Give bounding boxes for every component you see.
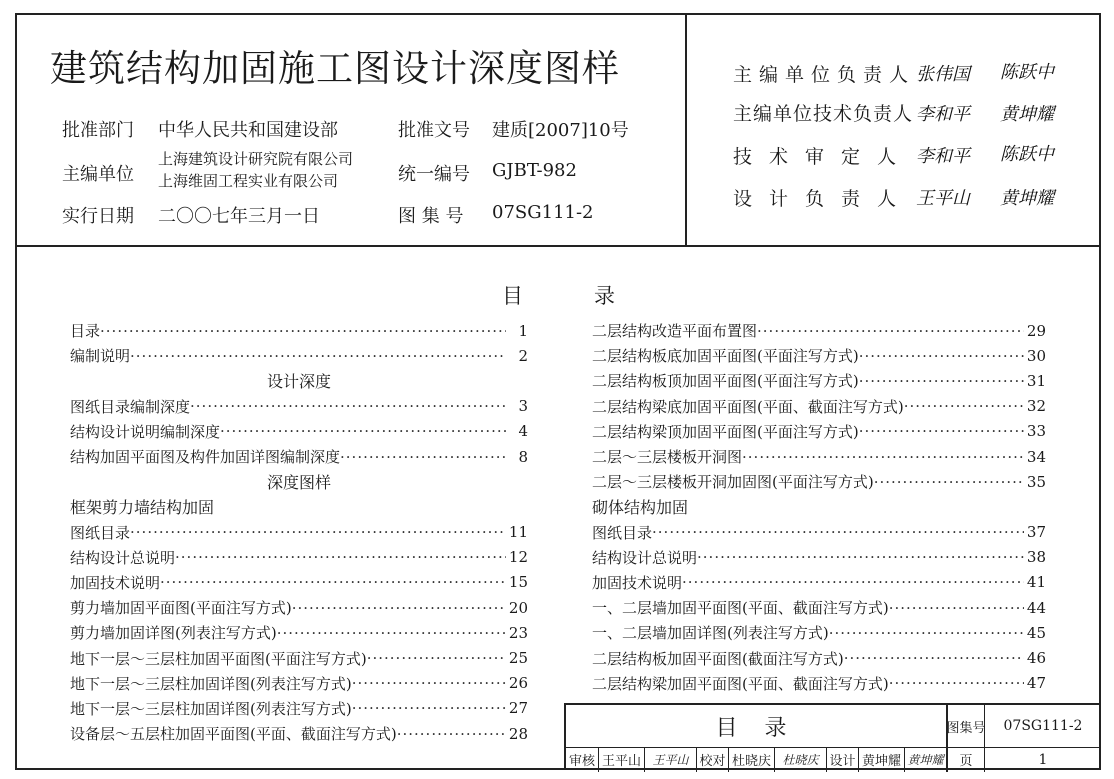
toc-item-title: 结构加固平面图及构件加固详图编制深度 (70, 448, 341, 467)
toc-right-column (592, 318, 1046, 696)
toc-section-heading (70, 494, 528, 519)
title-block-atlas-label: 图集号 (946, 705, 984, 747)
doc-label: 批准文号 (398, 120, 470, 141)
toc-item-title: 图纸目录编制深度 (70, 397, 191, 416)
toc-leader-dots (652, 523, 1024, 541)
responsible-sig-1b: 陈跃中 (1000, 62, 1054, 83)
toc-item-title: 二层结构梁底加固平面图(平面、截面注写方式) (592, 397, 904, 416)
toc-item-page: 27 (508, 699, 528, 718)
main-title: 建筑结构加固施工图设计深度图样 (50, 47, 620, 90)
toc-item (70, 394, 528, 419)
toc-item (70, 419, 528, 444)
doc-value: 建质[2007]10号 (492, 120, 629, 141)
code-label: 统一编号 (398, 164, 470, 185)
toc-item (592, 671, 1046, 696)
toc-leader-dots (100, 322, 506, 340)
toc-item-title: 二层结构梁加固平面图(平面、截面注写方式) (592, 674, 889, 693)
toc-item-page: 4 (518, 422, 528, 441)
responsible-role-4: 设计负责人 (733, 188, 914, 210)
toc-item-page: 35 (1026, 472, 1046, 491)
title-block-atlas-value: 07SG111-2 (984, 705, 1101, 747)
editor-label: 主编单位 (62, 164, 134, 185)
toc-item-page: 33 (1026, 422, 1046, 441)
toc-item-title: 图纸目录 (592, 523, 653, 542)
toc-item (70, 570, 528, 595)
toc-item (70, 444, 528, 469)
toc-item-page: 2 (518, 346, 528, 365)
title-block-title: 目 录 (715, 715, 797, 741)
toc-item-title: 框架剪力墙结构加固 (70, 498, 215, 518)
toc-item-page: 32 (1026, 397, 1046, 416)
toc-item-page: 12 (508, 548, 528, 567)
toc-item-page: 3 (518, 397, 528, 416)
toc-item (592, 368, 1046, 393)
toc-title-right: 录 (594, 284, 615, 308)
title-block-review-label: 审核 (568, 754, 595, 769)
toc-item-title: 编制说明 (70, 347, 131, 366)
toc-leader-dots (190, 397, 506, 415)
toc-leader-dots (844, 649, 1024, 667)
header-divider (15, 245, 1101, 247)
toc-item-page: 15 (508, 573, 528, 592)
toc-left-column (70, 318, 528, 746)
responsible-sig-4b: 黄坤耀 (1000, 188, 1054, 209)
toc-item-title: 地下一层～三层柱加固平面图(平面注写方式) (70, 649, 367, 668)
toc-item-page: 29 (1026, 321, 1046, 340)
toc-leader-dots (397, 725, 506, 743)
toc-item-title: 图纸目录 (70, 523, 131, 542)
toc-leader-dots (859, 372, 1024, 390)
toc-item-page: 8 (518, 447, 528, 466)
title-block-check-name: 杜晓庆 (728, 747, 774, 772)
toc-leader-dots (367, 649, 506, 667)
toc-subheading (70, 368, 528, 393)
editor-value-1: 上海建筑设计研究院有限公司 (158, 150, 354, 168)
toc-item-title: 设计深度 (266, 372, 331, 392)
toc-item (592, 570, 1046, 595)
dept-value: 中华人民共和国建设部 (158, 120, 338, 141)
toc-item (70, 645, 528, 670)
toc-item-page: 34 (1026, 447, 1046, 466)
toc-item-title: 二层～三层楼板开洞加固图(平面注写方式) (592, 473, 874, 492)
toc-item-title: 二层结构板加固平面图(截面注写方式) (592, 649, 844, 668)
toc-item-title: 一、二层墙加固平面图(平面、截面注写方式) (592, 599, 889, 618)
toc-item (70, 595, 528, 620)
toc-item (70, 318, 528, 343)
date-label: 实行日期 (62, 206, 134, 227)
toc-leader-dots (697, 548, 1024, 566)
responsible-role-1: 主编单位负责人 (733, 64, 916, 86)
toc-item-title: 加固技术说明 (70, 573, 161, 592)
toc-item-page: 26 (508, 674, 528, 693)
toc-leader-dots (352, 674, 506, 692)
responsible-role-2: 主编单位技术负责人 (733, 103, 914, 125)
toc-item-title: 地下一层～三层柱加固详图(列表注写方式) (70, 699, 352, 718)
toc-leader-dots (352, 699, 506, 717)
toc-item (592, 469, 1046, 494)
responsible-sig-3a: 李和平 (916, 146, 970, 167)
title-block-design-sig: 黄坤耀 (904, 747, 946, 772)
toc-item-title: 深度图样 (266, 473, 331, 493)
responsible-sig-2a: 李和平 (916, 104, 970, 125)
toc-item-page: 25 (508, 649, 528, 668)
editor-value-2: 上海维固工程实业有限公司 (158, 172, 339, 190)
toc-item-title: 设备层～五层柱加固平面图(平面、截面注写方式) (70, 725, 397, 744)
toc-leader-dots (742, 448, 1024, 466)
toc-item-page: 30 (1026, 346, 1046, 365)
toc-item-title: 加固技术说明 (592, 573, 683, 592)
toc-item (592, 595, 1046, 620)
toc-item (592, 318, 1046, 343)
toc-item-title: 二层结构改造平面布置图 (592, 322, 758, 341)
toc-leader-dots (829, 624, 1024, 642)
title-block (564, 703, 1101, 770)
title-block-design-label: 设计 (826, 747, 858, 772)
toc-item-page: 1 (518, 321, 528, 340)
code-value: GJBT-982 (492, 160, 577, 181)
toc-item-page: 20 (508, 598, 528, 617)
toc-item (70, 520, 528, 545)
toc-item-page: 46 (1026, 649, 1046, 668)
toc-item-title: 一、二层墙加固详图(列表注写方式) (592, 624, 829, 643)
title-block-check-sig: 杜晓庆 (774, 747, 826, 772)
responsible-sig-1a: 张伟国 (916, 64, 970, 85)
toc-leader-dots (682, 573, 1024, 591)
toc-item-page: 45 (1026, 623, 1046, 642)
title-block-review-name: 王平山 (598, 747, 644, 772)
title-block-page-label: 页 (946, 747, 984, 772)
responsible-sig-4a: 王平山 (916, 188, 970, 209)
toc-item-title: 二层结构板顶加固平面图(平面注写方式) (592, 372, 859, 391)
toc-item (592, 545, 1046, 570)
toc-item (70, 671, 528, 696)
toc-leader-dots (175, 548, 506, 566)
toc-item (70, 721, 528, 746)
toc-item (592, 645, 1046, 670)
toc-item-page: 41 (1026, 573, 1046, 592)
responsible-sig-3b: 陈跃中 (1000, 144, 1054, 165)
toc-leader-dots (340, 448, 506, 466)
toc-item-page: 47 (1026, 674, 1046, 693)
toc-leader-dots (292, 599, 506, 617)
toc-item (70, 620, 528, 645)
toc-item-title: 目录 (70, 322, 101, 341)
toc-item-title: 二层结构梁顶加固平面图(平面注写方式) (592, 422, 859, 441)
toc-item (592, 343, 1046, 368)
header-vertical-divider (685, 13, 687, 246)
toc-item (592, 419, 1046, 444)
responsible-role-3: 技术审定人 (733, 146, 914, 168)
dept-label: 批准部门 (62, 120, 134, 141)
toc-item-title: 地下一层～三层柱加固详图(列表注写方式) (70, 674, 352, 693)
toc-item-title: 剪力墙加固详图(列表注写方式) (70, 624, 277, 643)
toc-item-title: 二层～三层楼板开洞图 (592, 448, 743, 467)
responsible-sig-2b: 黄坤耀 (1000, 104, 1054, 125)
toc-item-page: 28 (508, 724, 528, 743)
toc-item-title: 结构设计总说明 (70, 548, 176, 567)
toc-leader-dots (220, 422, 506, 440)
atlas-label: 图 集 号 (398, 206, 464, 227)
toc-item (70, 696, 528, 721)
toc-item (592, 520, 1046, 545)
toc-leader-dots (859, 422, 1024, 440)
toc-item-title: 砌体结构加固 (592, 498, 689, 518)
toc-leader-dots (757, 322, 1024, 340)
toc-item (592, 444, 1046, 469)
title-block-review-sig: 王平山 (644, 747, 696, 772)
toc-leader-dots (130, 347, 506, 365)
toc-leader-dots (859, 347, 1024, 365)
toc-item (70, 545, 528, 570)
toc-item-page: 31 (1026, 371, 1046, 390)
toc-leader-dots (904, 397, 1024, 415)
toc-leader-dots (130, 523, 506, 541)
toc-leader-dots (874, 473, 1024, 491)
toc-subheading (70, 469, 528, 494)
toc-item (592, 394, 1046, 419)
title-block-design-name: 黄坤耀 (858, 747, 904, 772)
toc-item (592, 620, 1046, 645)
toc-item-title: 结构设计总说明 (592, 548, 698, 567)
toc-item-page: 11 (508, 523, 528, 542)
toc-leader-dots (160, 573, 506, 591)
toc-item-page: 23 (508, 623, 528, 642)
toc-item-page: 38 (1026, 548, 1046, 567)
toc-section-heading (592, 494, 1046, 519)
toc-item-title: 剪力墙加固平面图(平面注写方式) (70, 599, 292, 618)
toc-item-page: 37 (1026, 523, 1046, 542)
toc-item (70, 343, 528, 368)
atlas-value: 07SG111-2 (492, 202, 594, 223)
toc-title-left: 目 (502, 284, 523, 308)
date-value: 二〇〇七年三月一日 (158, 206, 320, 227)
toc-item-title: 结构设计说明编制深度 (70, 422, 221, 441)
toc-leader-dots (277, 624, 506, 642)
toc-item-page: 44 (1026, 598, 1046, 617)
toc-leader-dots (889, 599, 1024, 617)
title-block-page-value: 1 (984, 747, 1101, 772)
title-block-check-label: 校对 (696, 747, 728, 772)
toc-leader-dots (889, 674, 1024, 692)
toc-item-title: 二层结构板底加固平面图(平面注写方式) (592, 347, 859, 366)
